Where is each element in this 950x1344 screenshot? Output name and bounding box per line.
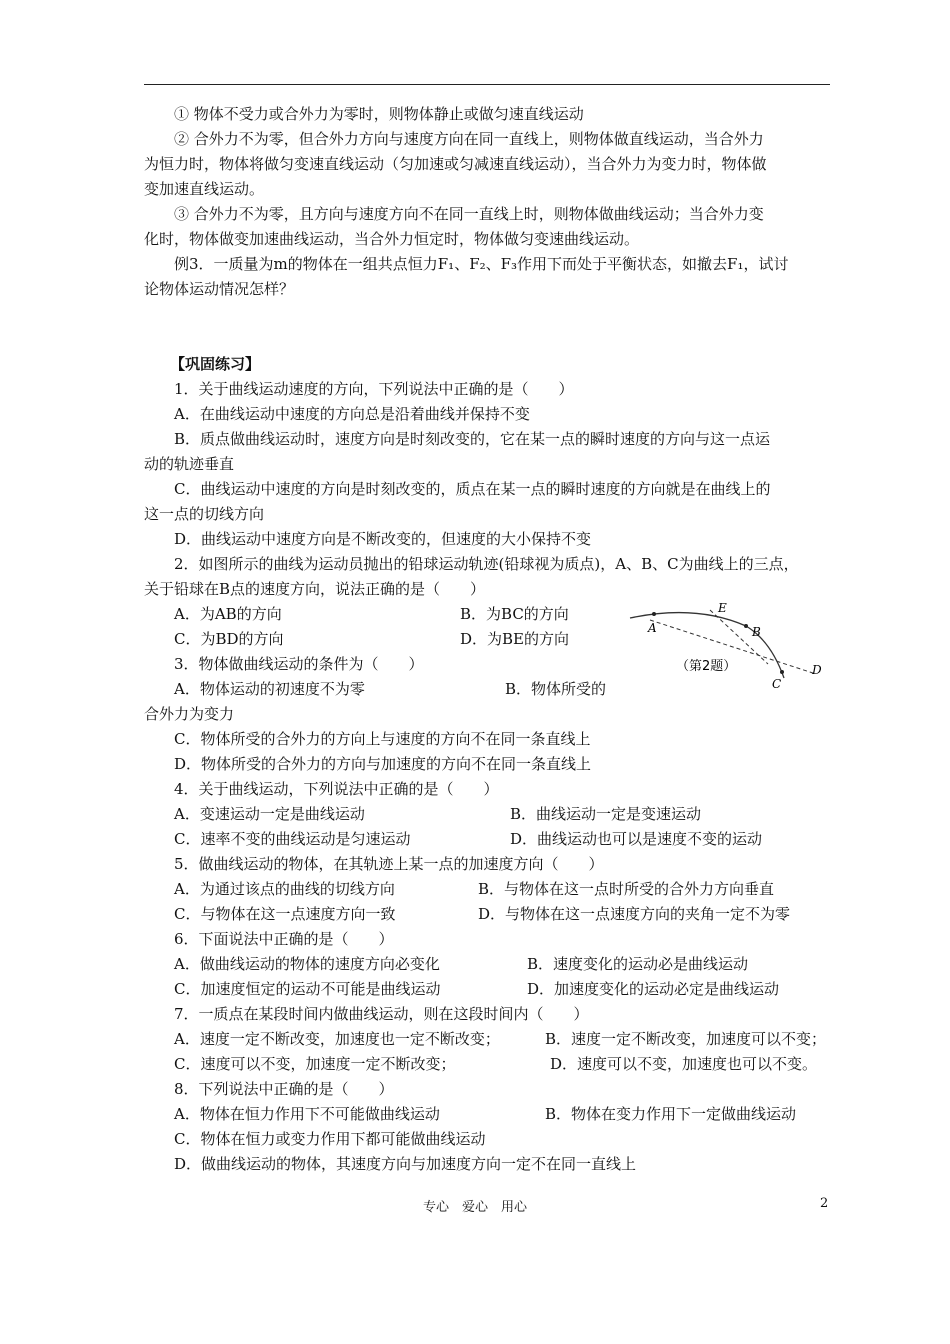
question-8-option-b: B．物体在变力作用下一定做曲线运动 bbox=[545, 1105, 797, 1123]
question-8-option-a: A．物体在恒力作用下不可能做曲线运动 bbox=[174, 1105, 440, 1123]
question-1-option-a: A．在曲线运动中速度的方向总是沿着曲线并保持不变 bbox=[174, 405, 530, 423]
question-8-option-d: D．做曲线运动的物体，其速度方向与加速度方向一定不在同一直线上 bbox=[174, 1155, 637, 1173]
question-4-option-d: D．曲线运动也可以是速度不变的运动 bbox=[510, 830, 763, 848]
question-5-option-a: A．为通过该点的曲线的切线方向 bbox=[174, 880, 395, 898]
question-6-option-a: A．做曲线运动的物体的速度方向必变化 bbox=[174, 955, 440, 973]
question-2-option-d: D．为BE的方向 bbox=[460, 630, 569, 648]
footer-motto: 专心 爱心 用心 bbox=[422, 1200, 527, 1215]
question-8-option-c: C．物体在恒力或变力作用下都可能做曲线运动 bbox=[174, 1130, 486, 1148]
question-3-option-c: C．物体所受的合外力的方向上与速度的方向不在同一条直线上 bbox=[174, 730, 591, 748]
question-2-line-2: 关于铅球在B点的速度方向，说法正确的是（ ） bbox=[144, 580, 486, 598]
question-6-option-c: C．加速度恒定的运动不可能是曲线运动 bbox=[174, 980, 441, 998]
point-a bbox=[652, 612, 656, 616]
question-7: 7．一质点在某段时间内做曲线运动，则在这段时间内（ ） bbox=[174, 1005, 589, 1023]
example-3-line-2: 论物体运动情况怎样？ bbox=[144, 280, 295, 298]
question-5: 5．做曲线运动的物体，在其轨迹上某一点的加速度方向（ ） bbox=[174, 855, 604, 873]
question-4-option-a: A．变速运动一定是曲线运动 bbox=[174, 805, 365, 823]
example-3-line-1: 例3．一质量为m的物体在一组共点恒力F₁、F₂、F₃作用下而处于平衡状态，如撤去F₁，试讨 bbox=[174, 255, 789, 273]
trajectory-figure bbox=[626, 596, 826, 692]
summary-item-3-line-2: 化时，物体做变加速曲线运动，当合外力恒定时，物体做匀变速曲线运动。 bbox=[144, 230, 640, 248]
question-3-option-d: D．物体所受的合外力的方向与加速度的方向不在同一条直线上 bbox=[174, 755, 592, 773]
question-4-option-c: C．速率不变的曲线运动是匀速运动 bbox=[174, 830, 411, 848]
point-c bbox=[780, 670, 784, 674]
figure-caption: （第2题） bbox=[676, 659, 737, 674]
question-7-option-a: A．速度一定不断改变，加速度也一定不断改变； bbox=[174, 1030, 500, 1048]
question-3-option-b-line-1: B．物体所受的 bbox=[505, 680, 607, 698]
header-rule bbox=[144, 84, 830, 85]
question-1: 1．关于曲线运动速度的方向，下列说法中正确的是（ ） bbox=[174, 380, 574, 398]
point-b bbox=[744, 624, 748, 628]
question-1-option-b-line-2: 动的轨迹垂直 bbox=[144, 455, 235, 473]
question-3: 3．物体做曲线运动的条件为（ ） bbox=[174, 655, 424, 673]
summary-item-2-line-3: 变加速直线运动。 bbox=[144, 180, 265, 198]
question-5-option-b: B．与物体在这一点时所受的合外力方向垂直 bbox=[478, 880, 775, 898]
question-2-option-c: C．为BD的方向 bbox=[174, 630, 284, 648]
question-6: 6．下面说法中正确的是（ ） bbox=[174, 930, 394, 948]
summary-item-3-line-1: ③ 合外力不为零，且方向与速度方向不在同一直线上时，则物体做曲线运动；当合外力变 bbox=[174, 205, 764, 223]
question-2-option-a: A．为AB的方向 bbox=[174, 605, 282, 623]
page-number: 2 bbox=[820, 1196, 829, 1211]
question-6-option-b: B．速度变化的运动必是曲线运动 bbox=[527, 955, 749, 973]
label-b: B bbox=[752, 625, 761, 639]
question-3-option-a: A．物体运动的初速度不为零 bbox=[174, 680, 365, 698]
question-7-option-b: B．速度一定不断改变，加速度可以不变； bbox=[545, 1030, 827, 1048]
question-5-option-d: D．与物体在这一点速度方向的夹角一定不为零 bbox=[478, 905, 791, 923]
question-5-option-c: C．与物体在这一点速度方向一致 bbox=[174, 905, 396, 923]
question-2-option-b: B．为BC的方向 bbox=[460, 605, 569, 623]
question-8: 8．下列说法中正确的是（ ） bbox=[174, 1080, 394, 1098]
label-e: E bbox=[718, 601, 727, 615]
question-6-option-d: D．加速度变化的运动必定是曲线运动 bbox=[527, 980, 780, 998]
practice-heading: 【巩固练习】 bbox=[170, 355, 261, 373]
label-c: C bbox=[772, 677, 782, 691]
question-7-option-c: C．速度可以不变，加速度一定不断改变； bbox=[174, 1055, 456, 1073]
question-1-option-d: D．曲线运动中速度方向是不断改变的，但速度的大小保持不变 bbox=[174, 530, 592, 548]
question-4-option-b: B．曲线运动一定是变速运动 bbox=[510, 805, 702, 823]
summary-item-2-line-2: 为恒力时，物体将做匀变速直线运动（匀加速或匀减速直线运动），当合外力为变力时，物体做 bbox=[144, 155, 767, 173]
label-a: A bbox=[648, 621, 657, 635]
question-3-option-b-line-2: 合外力为变力 bbox=[144, 705, 235, 723]
question-1-option-c-line-2: 这一点的切线方向 bbox=[144, 505, 265, 523]
label-d: D bbox=[812, 663, 822, 677]
question-7-option-d: D．速度可以不变，加速度也可以不变。 bbox=[550, 1055, 818, 1073]
summary-item-1: ① 物体不受力或合外力为零时，则物体静止或做匀速直线运动 bbox=[174, 105, 584, 123]
question-4: 4．关于曲线运动，下列说法中正确的是（ ） bbox=[174, 780, 499, 798]
question-1-option-b-line-1: B．质点做曲线运动时，速度方向是时刻改变的，它在某一点的瞬时速度的方向与这一点运 bbox=[174, 430, 771, 448]
question-1-option-c-line-1: C．曲线运动中速度的方向是时刻改变的，质点在某一点的瞬时速度的方向就是在曲线上的 bbox=[174, 480, 771, 498]
question-2-line-1: 2．如图所示的曲线为运动员抛出的铅球运动轨迹(铅球视为质点)，A、B、C为曲线上的三点， bbox=[174, 555, 799, 573]
summary-item-2-line-1: ② 合外力不为零，但合外力方向与速度方向在同一直线上，则物体做直线运动，当合外力 bbox=[174, 130, 764, 148]
